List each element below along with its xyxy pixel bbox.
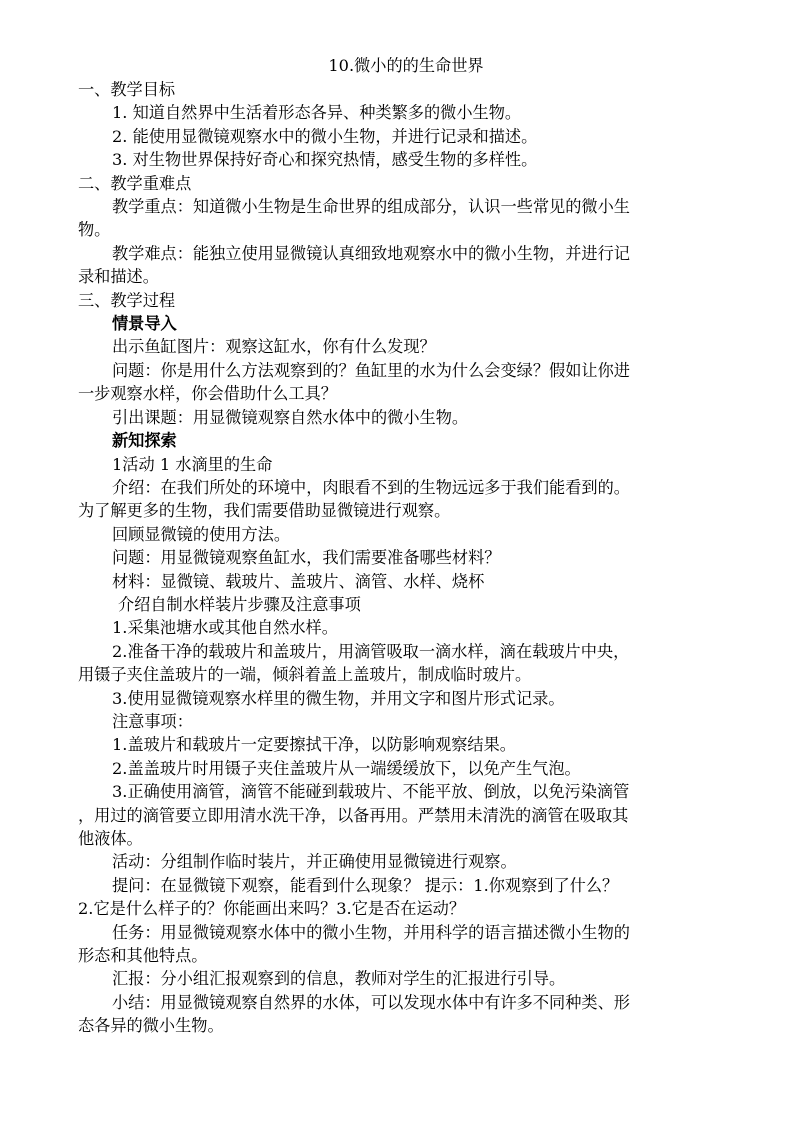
subheading-intro: 情景导入	[112, 314, 177, 334]
paragraph-line: 介绍：在我们所处的环境中，肉眼看不到的生物远远多于我们能看到的。	[112, 477, 630, 497]
goal-item: 2. 能使用显微镜观察水中的微小生物，并进行记录和描述。	[112, 126, 538, 146]
section-heading-goals: 一、教学目标	[78, 80, 176, 99]
section-heading-key-points: 二、教学重难点	[78, 173, 192, 193]
step-line: 用镊子夹住盖玻片的一端，倾斜着盖上盖玻片，制成临时玻片。	[78, 665, 532, 685]
difficult-point-line: 教学难点：能独立使用显微镜认真细致地观察水中的微小生物，并进行记	[112, 243, 630, 263]
paragraph-line: 态各异的微小生物。	[78, 1016, 224, 1036]
paragraph-line: 任务：用显微镜观察水体中的微小生物，并用科学的语言描述微小生物的	[112, 922, 630, 942]
paragraph-line: 问题：你是用什么方法观察到的？鱼缸里的水为什么会变绿？假如让你进	[112, 360, 630, 380]
subheading-explore: 新知探索	[112, 431, 177, 451]
step-line: 2.准备干净的载玻片和盖玻片，用滴管吸取一滴水样，滴在载玻片中央，	[112, 641, 630, 661]
paragraph-line: 活动：分组制作临时装片，并正确使用显微镜进行观察。	[112, 852, 517, 872]
paragraph-line: 出示鱼缸图片：观察这缸水，你有什么发现？	[112, 337, 436, 357]
paragraph-line: 注意事项：	[112, 711, 193, 731]
note-line: 1.盖玻片和载玻片一定要擦拭干净，以防影响观察结果。	[112, 735, 516, 755]
paragraph-line: 小结：用显微镜观察自然界的水体，可以发现水体中有许多不同种类、形	[112, 992, 630, 1012]
activity-heading: 1活动 1 水滴里的生命	[112, 454, 273, 474]
paragraph-line: 汇报：分小组汇报观察到的信息，教师对学生的汇报进行引导。	[112, 969, 566, 989]
step-line: 3.使用显微镜观察水样里的微生物，并用文字和图片形式记录。	[112, 688, 565, 708]
paragraph-line: 材料：显微镜、载玻片、盖玻片、滴管、水样、烧杯	[112, 571, 485, 591]
paragraph-line: 一步观察水样，你会借助什么工具？	[78, 384, 337, 404]
paragraph-line: 引出课题：用显微镜观察自然水体中的微小生物。	[112, 407, 469, 427]
key-point-line: 教学重点：知道微小生物是生命世界的组成部分，认识一些常见的微小生	[112, 197, 630, 217]
section-heading-process: 三、教学过程	[78, 290, 176, 310]
difficult-point-line: 录和描述。	[78, 267, 159, 287]
step-line: 1.采集池塘水或其他自然水样。	[112, 618, 338, 638]
note-line: 3.正确使用滴管，滴管不能碰到载玻片、不能平放、倒放，以免污染滴管	[112, 782, 630, 802]
paragraph-line: 回顾显微镜的使用方法。	[112, 524, 291, 544]
paragraph-line: 问题：用显微镜观察鱼缸水，我们需要准备哪些材料？	[112, 548, 501, 568]
document-title: 10.微小的的生命世界	[328, 56, 484, 75]
paragraph-line: 提问：在显微镜下观察，能看到什么现象？ 提示：1.你观察到了什么？	[112, 875, 619, 895]
goal-item: 1. 知道自然界中生活着形态各异、种类繁多的微小生物。	[112, 103, 522, 123]
goal-item: 3. 对生物世界保持好奇心和探究热情，感受生物的多样性。	[112, 150, 538, 170]
paragraph-line: 为了解更多的生物，我们需要借助显微镜进行观察。	[78, 501, 451, 521]
document-body	[78, 78, 718, 1038]
paragraph-line: 形态和其他特点。	[78, 946, 208, 966]
key-point-line: 物。	[78, 220, 111, 240]
note-line: ，用过的滴管要立即用清水洗干净，以备再用。严禁用未清洗的滴管在吸取其	[78, 805, 629, 825]
note-line: 2.盖盖玻片时用镊子夹住盖玻片从一端缓缓放下，以免产生气泡。	[112, 758, 581, 778]
note-line: 他液体。	[78, 829, 143, 848]
paragraph-line: 2.它是什么样子的？你能画出来吗？3.它是否在运动？	[78, 899, 466, 919]
paragraph-line: 介绍自制水样装片步骤及注意事项	[118, 594, 361, 614]
